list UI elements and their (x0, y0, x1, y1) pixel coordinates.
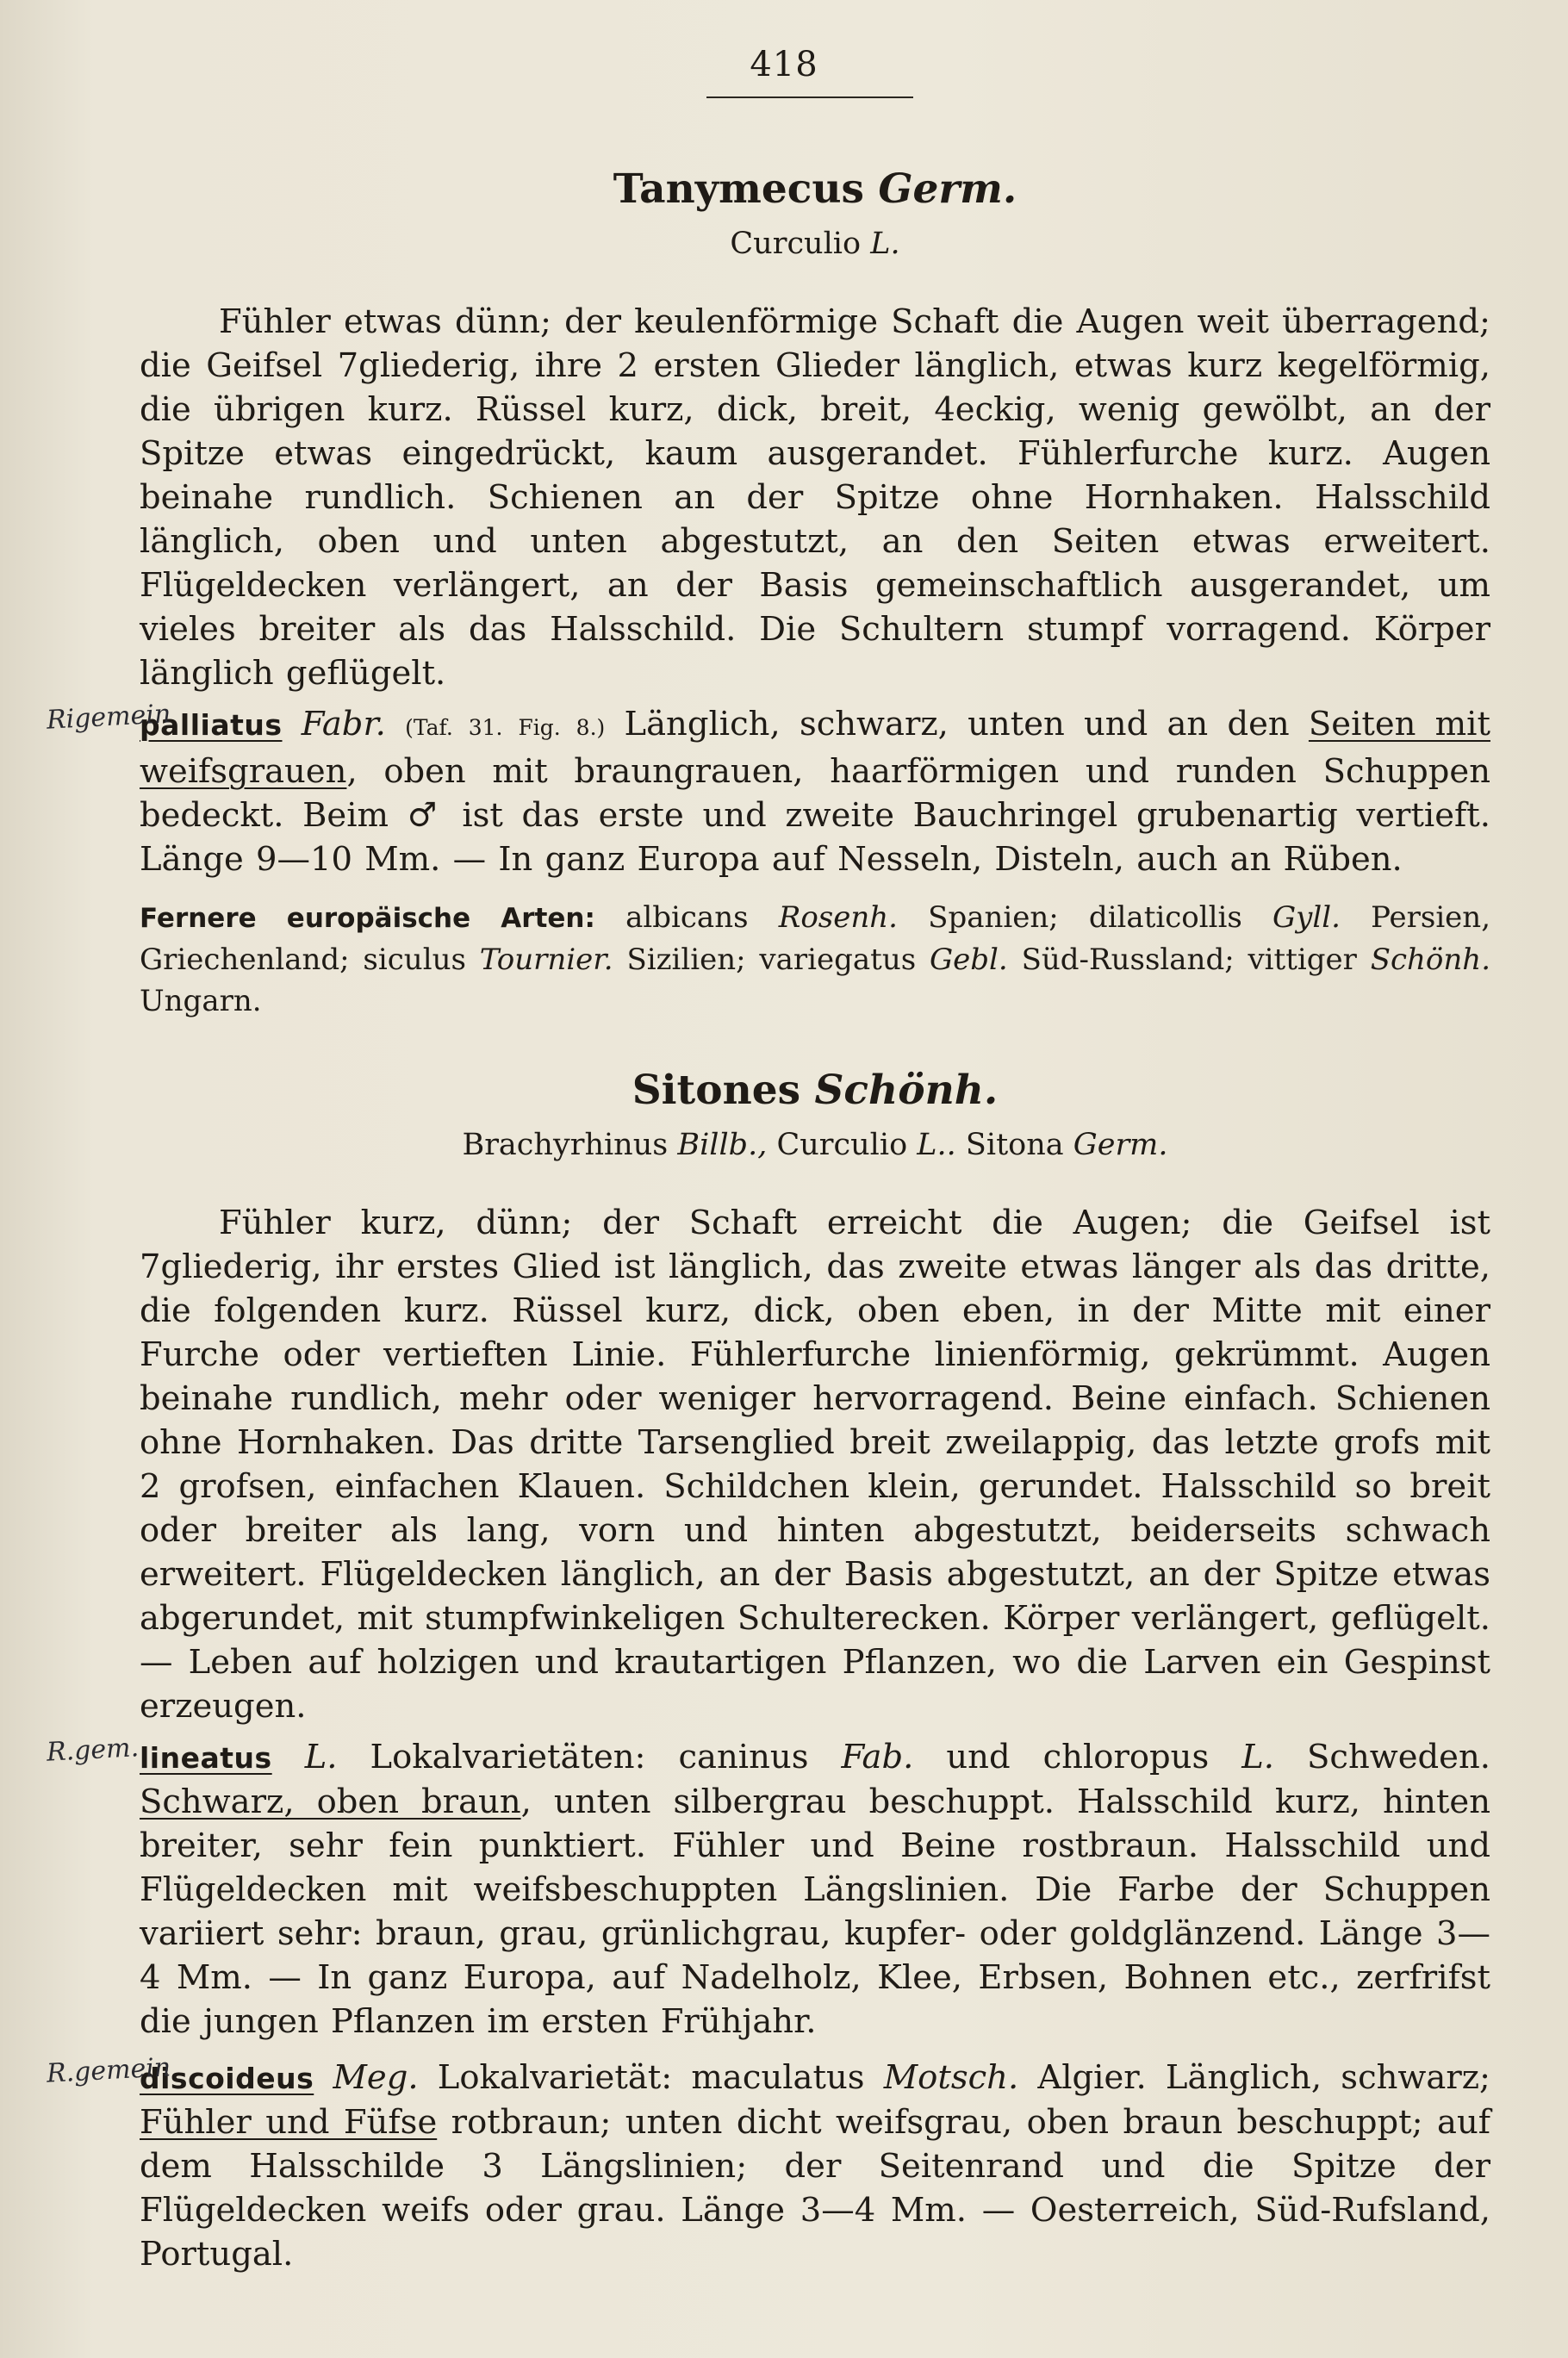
genus-heading-sitones (140, 1065, 1490, 1117)
pencil-underline: Fühler und Füfse (140, 2103, 438, 2142)
species-name: lineatus (140, 1741, 272, 1775)
page-content (46, 164, 1491, 2276)
handwritten-note: Rigemein (46, 699, 172, 736)
species-entry-lineatus (46, 1733, 1490, 2044)
species-author: L. (304, 1738, 338, 1776)
handwritten-note: R.gemein (46, 2052, 172, 2089)
genus-description-tanymecus: Fühler etwas dünn; der keulenförmige Schaft die Augen weit überragend; die Geifsel 7gliederig, ihre 2 ersten Glieder länglich, etwas kurz kegelförmig, die übrigen kurz. Rüssel kurz, dick, breit, 4eckig, wenig gewölbt, an der Spitze etwas eingedrückt, kaum ausgerandet. Fühlerfurche kurz. Augen beinahe rundlich. Schienen an der Spitze ohne Hornhaken. Halsschild länglich, oben und unten abgestutzt, an den Seiten etwas erweitert. Flügeldecken verlängert, an der Basis gemeinschaftlich ausgerandet, um vieles breiter als das Halsschild. Die Schultern stumpf vorragend. Körper länglich geflügelt. (140, 302, 1490, 693)
handwritten-note: R.gem. (46, 1733, 140, 1768)
other-species-tanymecus: Fernere europäische Arten: albicans Rosenh. Spanien; dilaticollis Gyll. Persien, Griechenland; siculus Tournier. Sizilien; variegatus Gebl. Süd-Russland; vittiger Schönh. Ungarn. (140, 900, 1491, 1018)
species-description: discoideus Meg. Lokalvarietät: maculatus Motsch. Algier. Länglich, schwarz; Fühler und Füfse rotbraun; unten dicht weifsgrau, oben braun beschuppt; auf dem Halsschilde 3 Längslinien; der Seitenrand und die Spitze der Flügeldecken weifs oder grau. Länge 3—4 Mm. — Oesterreich, Süd-Rufsland, Portugal. (140, 2058, 1490, 2274)
pencil-underline: Seiten mit weifsgrauen (140, 705, 1490, 791)
species-description: lineatus L. Lokalvarietäten: caninus Fab. und chloropus L. Schweden. Schwarz, oben braun, unten silbergrau beschuppt. Halsschild kurz, hinten breiter, sehr fein punktiert. Fühler und Beine rostbraun. Halsschild und Flügeldecken mit weifsbeschuppten Längslinien. Die Farbe der Schuppen variiert sehr: braun, grau, grünlichgrau, kupfer- oder goldglänzend. Länge 3—4 Mm. — In ganz Europa, auf Nadelholz, Klee, Erbsen, Bohnen etc., zerfrifst die jungen Pflanzen im ersten Frühjahr. (140, 1738, 1490, 2041)
plate-reference: (Taf. 31. Fig. 8.) (405, 715, 606, 740)
genus-synonyms: Brachyrhinus Billb., Curculio L.. Sitona Germ. (462, 1128, 1168, 1162)
genus-author: Schönh. (814, 1067, 999, 1114)
genus-synonym: Curculio L. (730, 227, 900, 261)
species-author: Fabr. (301, 705, 386, 743)
page-number-rule (706, 96, 913, 98)
species-entry-palliatus (46, 699, 1490, 881)
species-name: palliatus (140, 708, 283, 742)
species-author: Meg. (333, 2058, 419, 2097)
genus-name: Sitones (632, 1067, 801, 1114)
species-name: discoideus (140, 2062, 314, 2095)
genus-author: Germ. (878, 165, 1017, 213)
page-number: 418 (750, 45, 818, 84)
species-entry-discoideus (46, 2052, 1490, 2276)
species-description: palliatus Fabr. (Taf. 31. Fig. 8.) Länglich, schwarz, unten und an den Seiten mit weifsgrauen, oben mit braungrauen, haarförmigen und runden Schuppen bedeckt. Beim ♂ ist das erste und zweite Bauchringel grubenartig vertieft. Länge 9—10 Mm. — In ganz Europa auf Nesseln, Disteln, auch an Rüben. (140, 705, 1490, 879)
genus-description-sitones: Fühler kurz, dünn; der Schaft erreicht die Augen; die Geifsel ist 7gliederig, ihr erstes Glied ist länglich, das zweite etwas länger als das dritte, die folgenden kurz. Rüssel kurz, dick, oben eben, in der Mitte mit einer Furche oder vertieften Linie. Fühlerfurche linienförmig, gekrümmt. Augen beinahe rundlich, mehr oder weniger hervorragend. Beine einfach. Schienen ohne Hornhaken. Das dritte Tarsenglied breit zweilappig, das letzte grofs mit 2 grofsen, einfachen Klauen. Schildchen klein, gerundet. Halsschild so breit oder breiter als lang, vorn und hinten abgestutzt, beiderseits schwach erweitert. Flügeldecken länglich, an der Basis abgestutzt, an der Spitze etwas abgerundet, mit stumpfwinkeligen Schulterecken. Körper verlängert, geflügelt. — Leben auf holzigen und krautartigen Pflanzen, wo die Larven ein Gespinst erzeugen. (140, 1204, 1490, 1726)
pencil-underline: Schwarz, oben braun (140, 1782, 521, 1821)
genus-heading-tanymecus (140, 164, 1490, 215)
genus-name: Tanymecus (613, 165, 864, 213)
